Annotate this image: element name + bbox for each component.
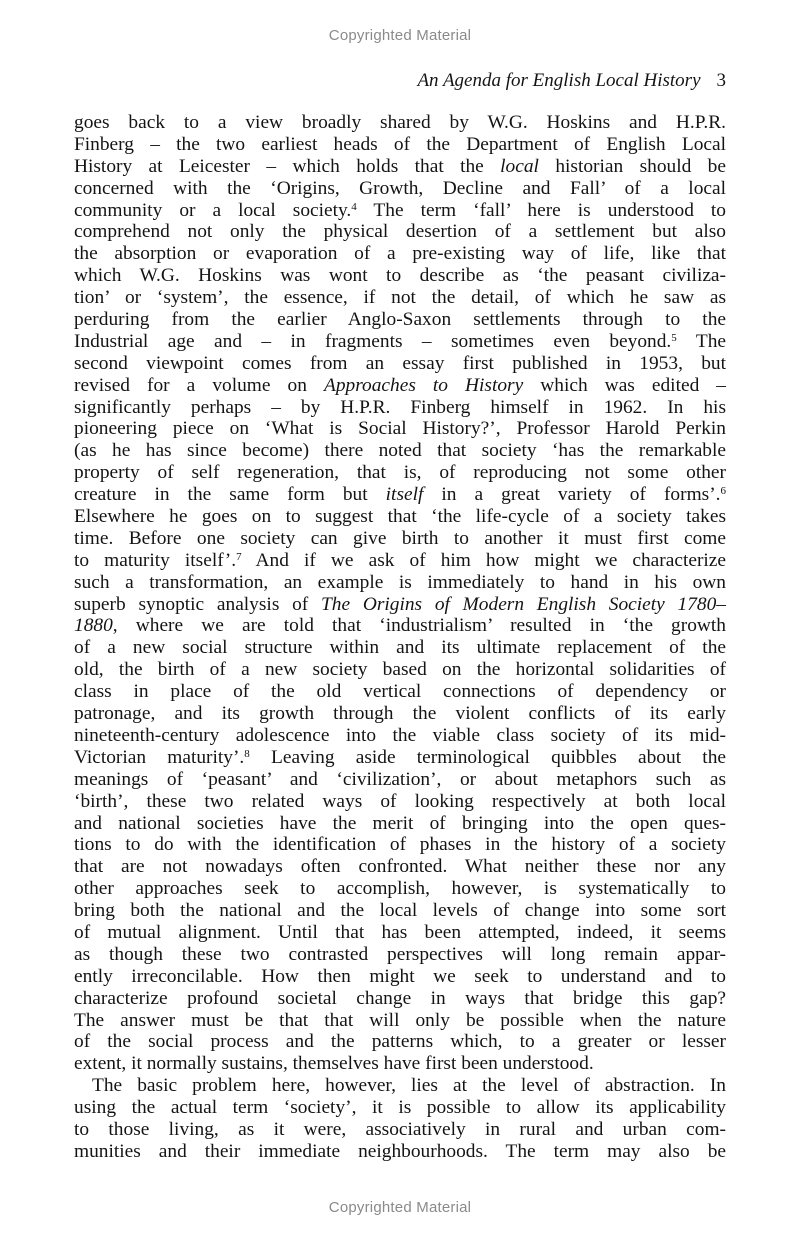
text-line: [74, 309, 726, 331]
text-run: which was edited –: [523, 374, 726, 396]
text-run: characterize profound societal change in ways that bridge this gap?: [74, 987, 726, 1009]
text-line: [74, 1053, 726, 1075]
text-line: [74, 834, 726, 856]
text-line: [74, 528, 726, 550]
text-run: property of self regeneration, that is, of reproducing not some other: [74, 462, 726, 484]
text-line: [74, 659, 726, 681]
text-run: concerned with the ‘Origins, Growth, Decline and Fall’ of a local: [74, 177, 726, 199]
text-run: which W.G. Hoskins was wont to describe as ‘the peasant civiliza-: [74, 265, 726, 287]
text-line: [74, 397, 726, 419]
text-run: time. Before one society can give birth to another it must first come: [74, 527, 726, 549]
text-run: perduring from the earlier Anglo-Saxon settlements through to the: [74, 309, 726, 331]
text-run: revised for a volume on: [74, 374, 324, 396]
watermark-bottom: Copyrighted Material: [328, 1199, 472, 1216]
text-line: [74, 681, 726, 703]
italic-text: The Origins of Modern English Society 1780–: [321, 593, 726, 615]
text-run: , where we are told that ‘industrialism’ resulted in ‘the growth: [112, 615, 726, 637]
text-run: (as he has since become) there noted that society ‘has the remarkable: [74, 440, 726, 462]
text-run: as though these two contrasted perspectives will long remain appar-: [74, 943, 726, 965]
italic-text: local: [500, 155, 539, 177]
text-run: of a new social structure within and its ultimate replacement of the: [74, 637, 726, 659]
text-line: [74, 637, 726, 659]
italic-text: 1880: [74, 615, 113, 637]
text-line: [74, 440, 726, 462]
text-run: old, the birth of a new society based on the horizontal solidarities of: [74, 659, 726, 681]
text-run: extent, it normally sustains, themselves have first been understood.: [74, 1053, 594, 1075]
text-run: goes back to a view broadly shared by W.G. Hoskins and H.P.R.: [74, 112, 726, 133]
text-run: The basic problem here, however, lies at the level of abstraction. In: [92, 1075, 726, 1097]
text-line: [74, 506, 726, 528]
text-run: nineteenth-century adolescence into the viable class society of its mid-: [74, 724, 726, 746]
text-run: And if we ask of him how might we characterize: [241, 549, 726, 571]
text-run: of mutual alignment. Until that has been attempted, indeed, it seems: [74, 921, 726, 943]
text-line: [74, 462, 726, 484]
italic-text: Approaches to History: [323, 374, 524, 396]
text-run: tion’ or ‘system’, the essence, if not the detail, of which he saw as: [74, 287, 726, 309]
text-line: [74, 156, 726, 178]
text-run: superb synoptic analysis of: [74, 593, 321, 615]
footnote-ref: 5: [671, 331, 677, 344]
text-line: [74, 1141, 726, 1163]
text-line: [74, 1097, 726, 1119]
text-run: creature in the same form but: [74, 484, 386, 506]
text-line: [74, 375, 726, 397]
text-run: to those living, as it were, associatively in rural and urban com-: [74, 1118, 726, 1140]
text-run: in a great variety of forms’.: [423, 484, 721, 506]
text-run: Victorian maturity’.: [74, 746, 245, 768]
text-run: Leaving aside terminological quibbles about the: [249, 746, 726, 768]
text-line: [74, 178, 726, 200]
text-run: the absorption or evaporation of a pre-existing way of life, like that: [74, 243, 726, 265]
text-line: [74, 418, 726, 440]
text-run: Industrial age and – in fragments – sometimes even beyond.: [74, 330, 672, 352]
text-line: [74, 703, 726, 725]
text-run: using the actual term ‘society’, it is possible to allow its applicability: [74, 1097, 726, 1119]
text-line: [74, 900, 726, 922]
text-line: [74, 200, 726, 222]
text-line: [74, 769, 726, 791]
text-line: [74, 353, 726, 375]
text-line: [74, 572, 726, 594]
text-run: ‘birth’, these two related ways of looking respectively at both local: [74, 790, 726, 812]
text-run: other approaches seek to accomplish, however, is systematically to: [74, 878, 726, 900]
text-line: [74, 134, 726, 156]
text-line: [74, 878, 726, 900]
body-text: [74, 112, 726, 1163]
text-run: of the social process and the patterns which, to a greater or lesser: [74, 1031, 726, 1053]
text-line: [74, 725, 726, 747]
running-head-title: An Agenda for English Local History: [417, 70, 701, 91]
text-run: ently irreconcilable. How then might we seek to understand and to: [74, 965, 726, 987]
text-run: to maturity itself’.: [74, 549, 237, 571]
text-line: [74, 1031, 726, 1053]
text-line: [74, 331, 726, 353]
page-number: 3: [716, 70, 726, 91]
text-run: meanings of ‘peasant’ and ‘civilization’, or about metaphors such as: [74, 768, 726, 790]
text-run: Finberg – the two earliest heads of the Department of English Local: [74, 133, 726, 155]
text-line: [74, 747, 726, 769]
text-line: [74, 944, 726, 966]
text-line: [74, 922, 726, 944]
footnote-ref: 7: [236, 550, 242, 563]
text-line: [74, 243, 726, 265]
text-run: patronage, and its growth through the violent conflicts of its early: [74, 703, 726, 725]
text-run: community or a local society.: [74, 199, 352, 221]
watermark-top: Copyrighted Material: [328, 27, 472, 44]
text-run: Elsewhere he goes on to suggest that ‘the life-cycle of a society takes: [74, 506, 726, 528]
text-run: The answer must be that that will only be possible when the nature: [74, 1009, 726, 1031]
text-line: [74, 287, 726, 309]
text-run: The term ‘fall’ here is understood to: [356, 199, 726, 221]
text-line: [74, 791, 726, 813]
text-line: [74, 615, 726, 637]
text-run: second viewpoint comes from an essay first published in 1953, but: [74, 352, 726, 374]
running-head: [417, 70, 726, 92]
text-line: [74, 813, 726, 835]
text-run: such a transformation, an example is immediately to hand in his own: [74, 571, 726, 593]
text-run: pioneering piece on ‘What is Social History?’, Professor Harold Perkin: [74, 418, 726, 440]
text-run: munities and their immediate neighbourhoods. The term may also be: [74, 1140, 726, 1162]
text-line: [74, 221, 726, 243]
text-line: [74, 966, 726, 988]
text-line: [74, 1119, 726, 1141]
text-run: bring both the national and the local levels of change into some sort: [74, 900, 726, 922]
text-line: [74, 988, 726, 1010]
text-line: [74, 265, 726, 287]
text-line: [74, 1010, 726, 1032]
text-run: class in place of the old vertical connections of dependency or: [74, 681, 726, 703]
text-line: [74, 856, 726, 878]
text-run: and national societies have the merit of bringing into the open ques-: [74, 812, 726, 834]
footnote-ref: 6: [720, 485, 727, 498]
text-run: that are not nowadays often confronted. What neither these nor any: [74, 856, 726, 878]
text-run: tions to do with the identification of phases in the history of a society: [74, 834, 726, 856]
italic-text: itself: [385, 484, 424, 506]
text-run: significantly perhaps – by H.P.R. Finberg himself in 1962. In his: [74, 396, 726, 418]
text-run: The: [676, 330, 726, 352]
text-line: [74, 1075, 726, 1097]
text-line: [74, 112, 726, 134]
text-run: historian should be: [538, 155, 726, 177]
text-run: History at Leicester – which holds that the: [74, 155, 501, 177]
text-run: comprehend not only the physical desertion of a settlement but also: [74, 221, 726, 243]
text-line: [74, 594, 726, 616]
footnote-ref: 8: [244, 747, 250, 760]
text-line: [74, 550, 726, 572]
footnote-ref: 4: [351, 200, 357, 213]
text-line: [74, 484, 726, 506]
